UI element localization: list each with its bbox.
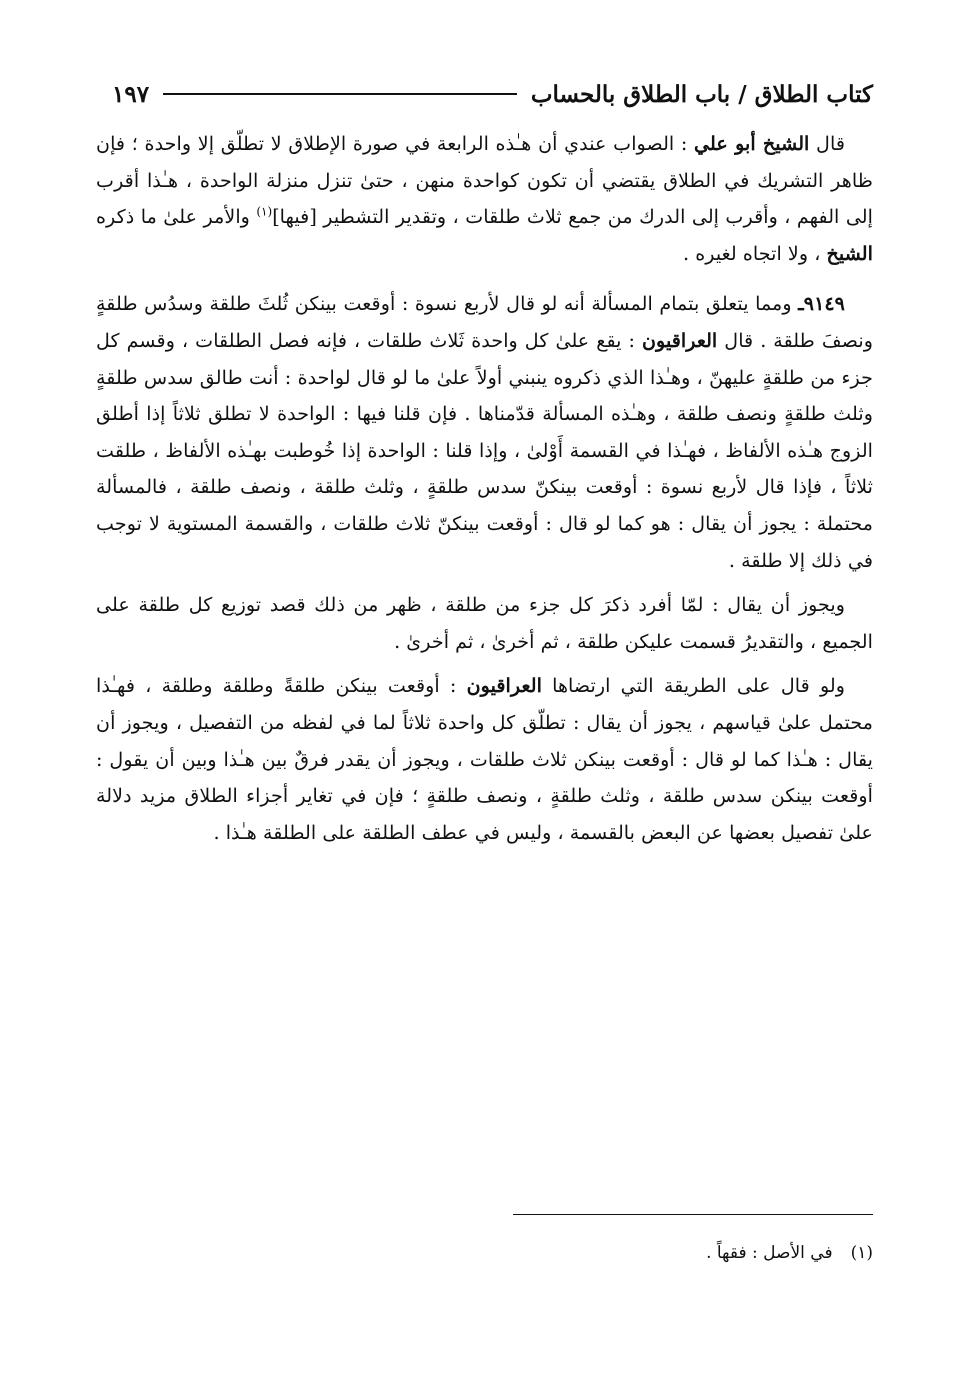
text-run: ، ولا اتجاه لغيره .	[683, 241, 827, 265]
text-run: والأمر علىٰ ما ذكره	[96, 205, 257, 229]
footnote-mark: (١)	[850, 1243, 873, 1263]
header-rule	[163, 93, 517, 95]
main-text	[96, 126, 873, 851]
bold-name: الشيخ	[826, 241, 873, 265]
paragraph-4	[96, 668, 873, 851]
bold-name: العراقيون	[641, 328, 718, 352]
footnote-text: في الأصل : فقهاً .	[706, 1243, 833, 1263]
running-title: كتاب الطلاق / باب الطلاق بالحساب	[530, 80, 873, 108]
footnote-rule	[513, 1214, 873, 1215]
text-run: ويجوز أن يقال : لمّا أفرد ذكرَ كل جزء من طلقة ، ظهر من ذلك قصد توزيع كل طلقة على الجميع ، والتقديرُ قسمت عليكن طلقة ، ثم أخرىٰ ، ثم أخرىٰ .	[96, 593, 873, 653]
text-run: : يقع علىٰ كل واحدة ثَلاث طلقات ، فإنه فصل الطلقات ، وقسم كل جزء من طلقةٍ عليهنّ ، وهـٰذا الذي ذكروه ينبني أولاً علىٰ ما لو قال لواحدة : أنت طالق سدس طلقةٍ وثلث طلقةٍ ونصف طلقة ، وهـٰذه المسألة قدّمناها . فإن قلنا فيها : الواحدة لا تطلق ثلاثاً إذا أطلق الزوج هـٰذه الألفاظ ، فهـٰذا في القسمة أَوْلىٰ ، وإذا قلنا : الواحدة إذا خُوطبت بهـٰذه الألفاظ ، طلقت ثلاثاً ، فإذا قال لأربع نسوة : أوقعت بينكنّ سدس طلقةٍ ، وثلث طلقة ، ونصف طلقة ، فالمسألة محتملة : يجوز أن يقال : هو كما لو قال : أوقعت بينكنّ ثلاث طلقات ، والقسمة المستوية لا توجب في ذلك إلا طلقة .	[96, 328, 873, 572]
paragraph-number: ٩١٤٩ـ	[798, 292, 845, 316]
paragraph-3	[96, 587, 873, 660]
text-run: قال	[809, 132, 845, 155]
text-run: : الصواب عندي أن هـٰذه الرابعة في صورة الإطلاق لا تطلّق إلا واحدة ؛ فإن ظاهر التشريك في الطلاق يقتضي أن تكون كواحدة منهن ، حتىٰ تنزل منزلة الواحدة ، هـٰذا أقرب إلى الفهم ، وأقرب إلى الدرك من جمع ثلاث طلقات ، وتقدير التشطير [فيها]	[96, 132, 873, 229]
page-number: ١٩٧	[112, 80, 150, 108]
text-run: ومما يتعلق بتمام المسألة أنه لو قال لأربع نسوة : أوقعت بينكن ثُلثَ طلقة وسدُس طلقةٍ ونصفَ طلقة . قال	[96, 292, 873, 352]
footnote-reference: (١)	[256, 204, 273, 219]
paragraph-1	[96, 126, 873, 272]
page-header	[112, 74, 873, 114]
paragraph-2	[96, 286, 873, 579]
bold-name: العراقيون	[466, 674, 542, 698]
footnote	[96, 1240, 873, 1266]
text-run: ولو قال على الطريقة التي ارتضاها	[541, 674, 845, 698]
bold-name: الشيخ أبو علي	[694, 132, 810, 155]
text-run: : أوقعت بينكن طلقةً وطلقة وطلقة ، فهـٰذا محتمل علىٰ قياسهم ، يجوز أن يقال : تطلّق كل واحدة ثلاثاً لما في لفظه من التفصيل ، ويجوز أن يقال : هـٰذا كما لو قال : أوقعت بينكن ثلاث طلقات ، ويجوز أن يقدر فرقٌ بين هـٰذا وبين أن يقول : أوقعت بينكن سدس طلقة ، وثلث طلقةٍ ، ونصف طلقةٍ ؛ فإن في تغاير أجزاء الطلاق مزيد دلالة علىٰ تفصيل بعضها عن البعض بالقسمة ، وليس في عطف الطلقة على الطلقة هـٰذا .	[96, 674, 873, 844]
